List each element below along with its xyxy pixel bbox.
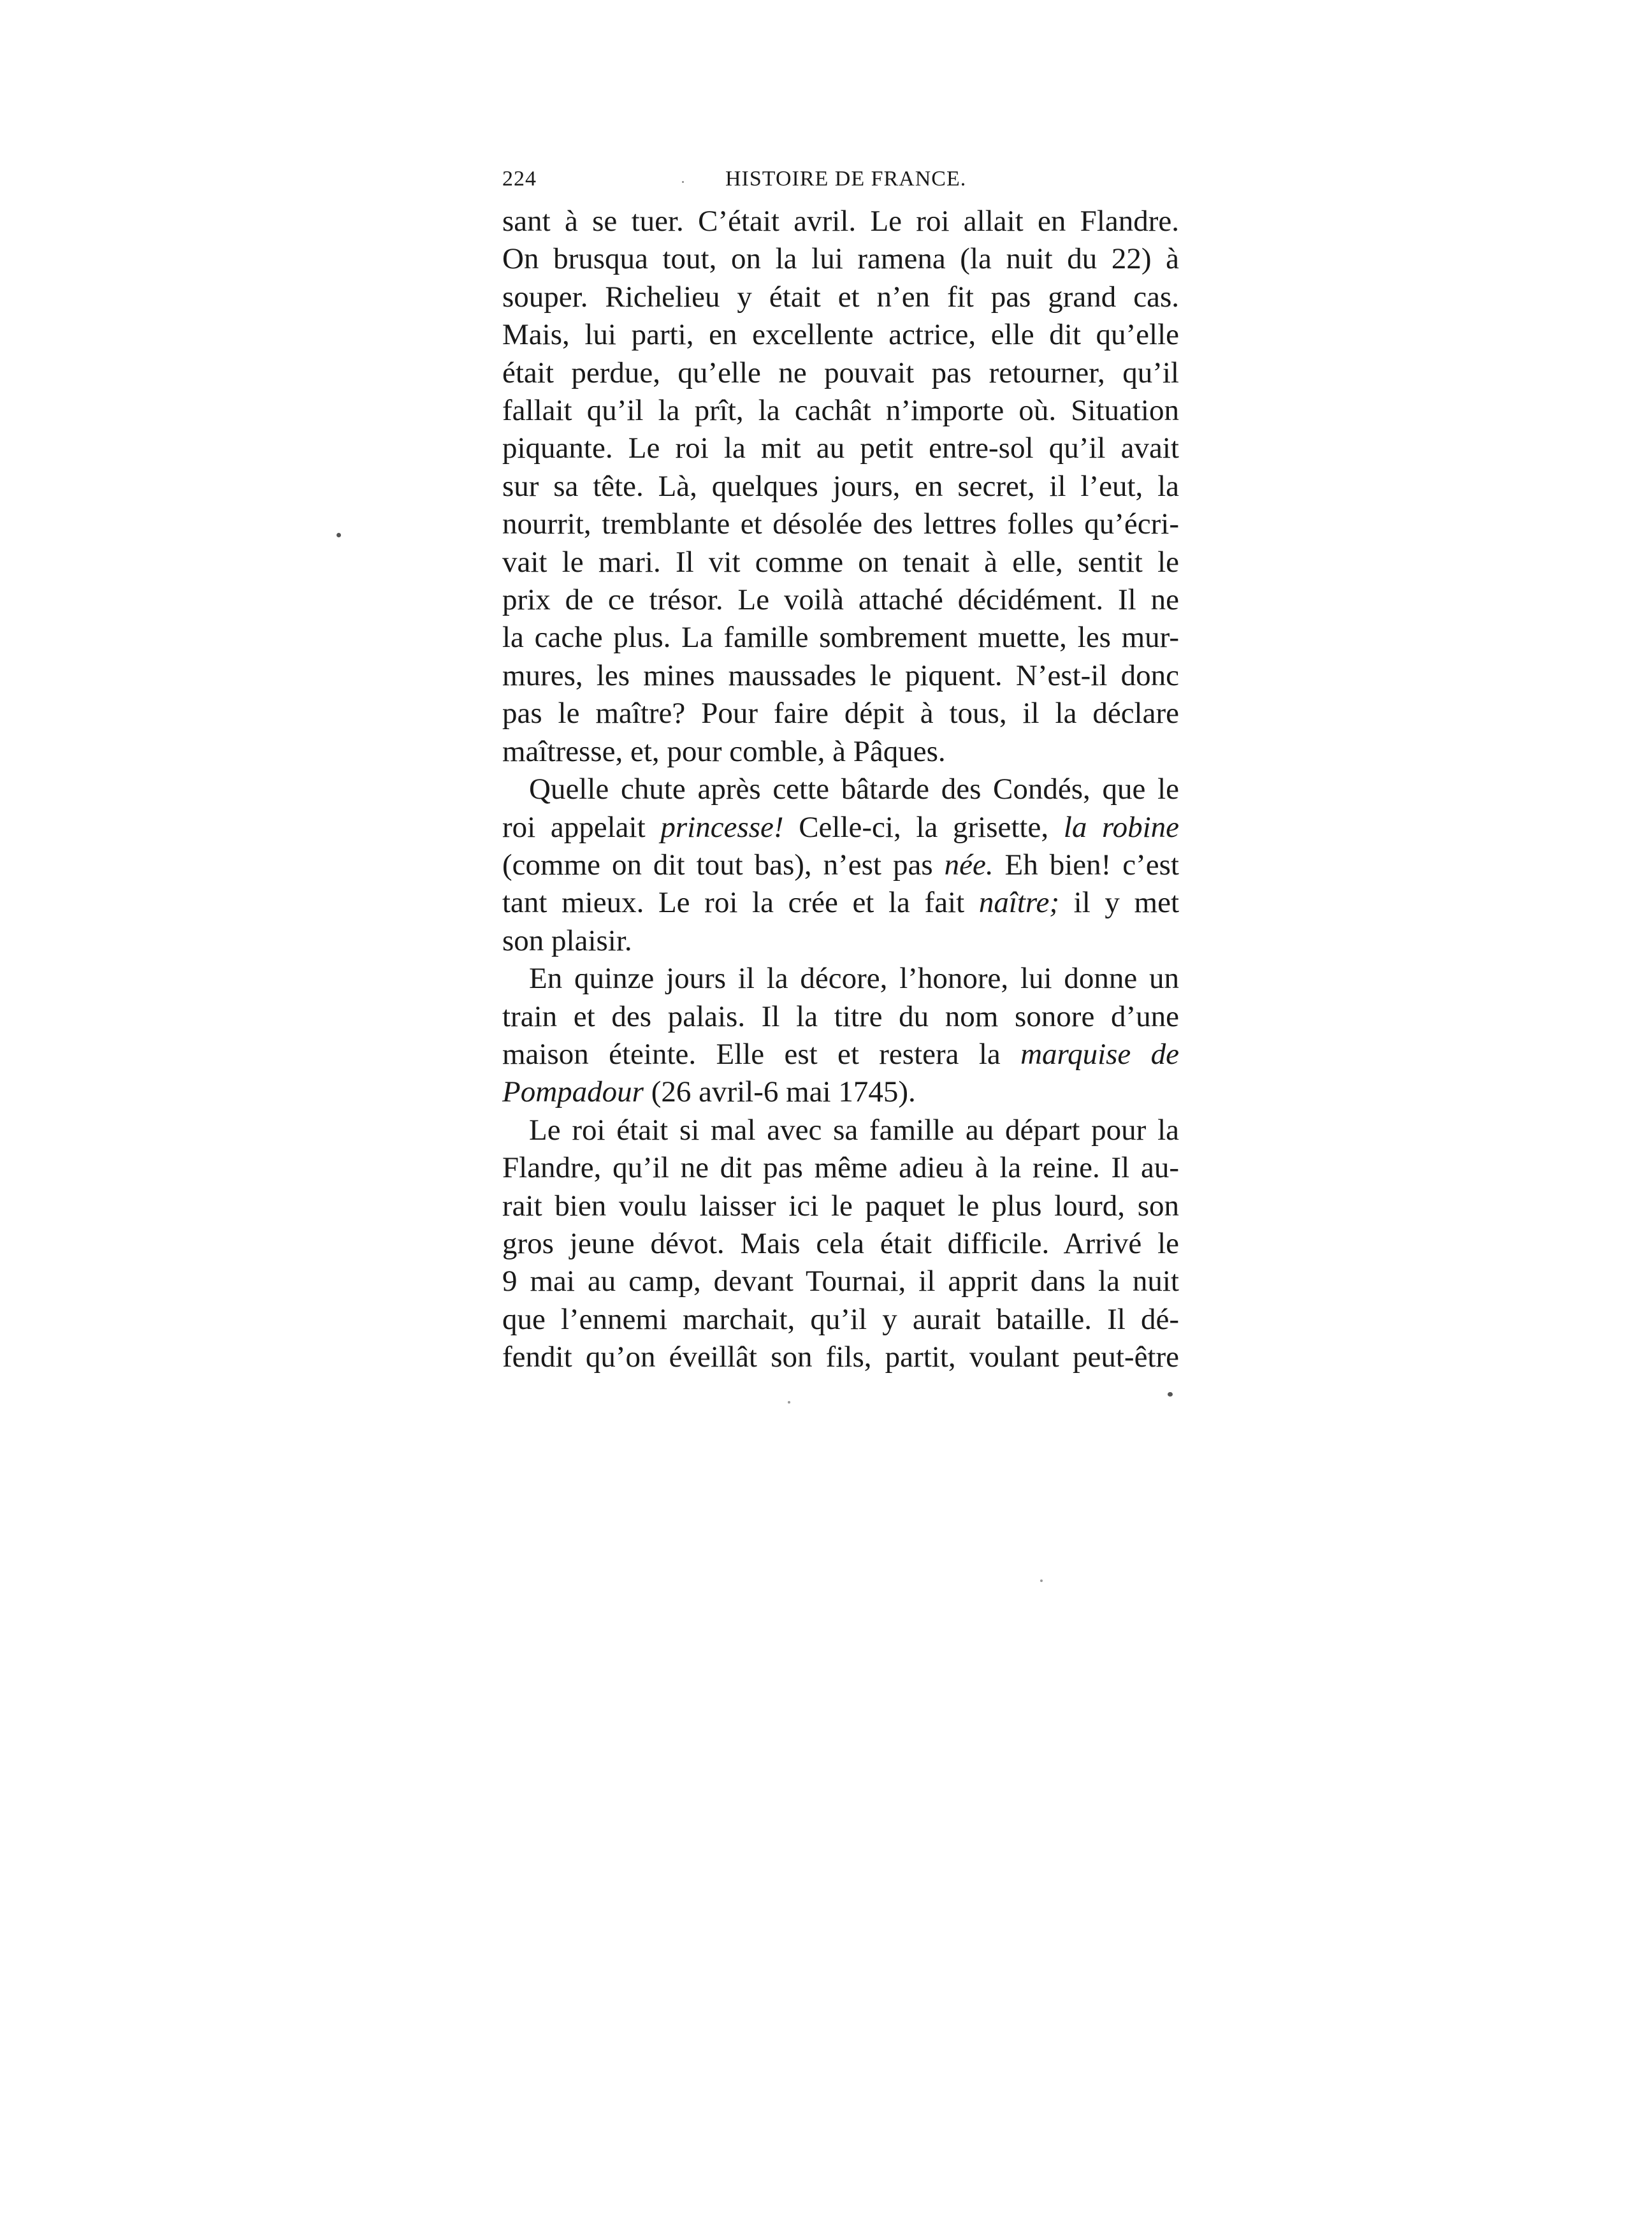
italic-run: née. — [944, 848, 994, 882]
running-title: HISTOIRE DE FRANCE. — [725, 167, 967, 191]
italic-run: Pompadour — [502, 1075, 644, 1109]
page-number: 224 — [502, 167, 537, 191]
text-line — [502, 1036, 1179, 1073]
text-line: Le roi était si mal avec sa famille au départ pour la — [529, 1113, 1179, 1147]
text-line — [502, 1073, 1179, 1111]
paragraph-1 — [502, 203, 1179, 771]
text-line: Quelle chute après cette bâtarde des Condés, que le — [529, 773, 1179, 806]
text-line: la cache plus. La famille sombrement muette, les mur- — [502, 621, 1179, 655]
text-line — [502, 846, 1179, 884]
text-line: fallait qu’il la prît, la cachât n’importe où. Situation — [502, 394, 1179, 428]
text-line: nourrit, tremblante et désolée des lettres folles qu’écri- — [502, 507, 1179, 541]
page-header — [502, 167, 1179, 205]
text-line: souper. Richelieu y était et n’en fit pas grand cas. — [502, 280, 1179, 314]
italic-run: princesse! — [660, 810, 784, 844]
text-run: tant mieux. Le roi la crée et la fait — [502, 886, 979, 920]
text-run: roi appelait — [502, 810, 661, 844]
italic-run: la robine — [1063, 810, 1179, 844]
text-line: prix de ce trésor. Le voilà attaché décidément. Il ne — [502, 583, 1179, 617]
text-run: Celle-ci, la grisette, — [783, 810, 1064, 844]
text-line: gros jeune dévot. Mais cela était difficile. Arrivé le — [502, 1226, 1179, 1260]
italic-run: naître; — [978, 886, 1059, 920]
text-line: vait le mari. Il vit comme on tenait à elle, sentit le — [502, 545, 1179, 579]
scan-speck — [1168, 1392, 1173, 1397]
text-line — [502, 884, 1179, 922]
paragraph-3 — [502, 960, 1179, 1112]
text-line — [502, 809, 1179, 846]
text-line: 9 mai au camp, devant Tournai, il apprit dans la nuit — [502, 1265, 1179, 1298]
text-line: son plaisir. — [502, 924, 632, 957]
body-text — [502, 203, 1179, 1377]
scan-speck — [1040, 1579, 1043, 1582]
scan-speck — [337, 533, 341, 537]
text-line: était perdue, qu’elle ne pouvait pas retourner, qu’il — [502, 356, 1179, 389]
text-line: En quinze jours il la décore, l’honore, lui donne un — [529, 962, 1179, 996]
text-run: Eh bien! c’est — [993, 848, 1179, 882]
scan-speck — [682, 181, 684, 183]
text-line: piquante. Le roi la mit au petit entre-sol qu’il avait — [502, 432, 1179, 465]
text-run: maison éteinte. Elle est et restera la — [502, 1037, 1021, 1071]
text-line: rait bien voulu laisser ici le paquet le plus lourd, son — [502, 1189, 1179, 1223]
scan-speck — [788, 1401, 790, 1404]
paragraph-4 — [502, 1112, 1179, 1377]
italic-run: marquise de — [1020, 1037, 1179, 1071]
text-line: train et des palais. Il la titre du nom sonore d’une — [502, 999, 1179, 1033]
text-line: mures, les mines maussades le piquent. N’est-il donc — [502, 658, 1179, 692]
text-line: pas le maître? Pour faire dépit à tous, il la déclare — [502, 697, 1179, 730]
text-run: (26 avril-6 mai 1745). — [643, 1075, 916, 1109]
text-line: que l’ennemi marchait, qu’il y aurait bataille. Il dé- — [502, 1302, 1179, 1336]
text-line: Mais, lui parti, en excellente actrice, elle dit qu’elle — [502, 318, 1179, 352]
text-line: sant à se tuer. C’était avril. Le roi allait en Flandre. — [502, 205, 1179, 238]
text-line: fendit qu’on éveillât son fils, partit, voulant peut-être — [502, 1340, 1179, 1374]
text-run: (comme on dit tout bas), n’est pas — [502, 848, 945, 882]
paragraph-2 — [502, 771, 1179, 960]
text-line: On brusqua tout, on la lui ramena (la nuit du 22) à — [502, 242, 1179, 276]
text-run: il y met — [1059, 886, 1179, 920]
text-line: sur sa tête. Là, quelques jours, en secret, il l’eut, la — [502, 469, 1179, 503]
text-line: maîtresse, et, pour comble, à Pâques. — [502, 734, 946, 768]
text-line: Flandre, qu’il ne dit pas même adieu à la reine. Il au- — [502, 1151, 1179, 1185]
